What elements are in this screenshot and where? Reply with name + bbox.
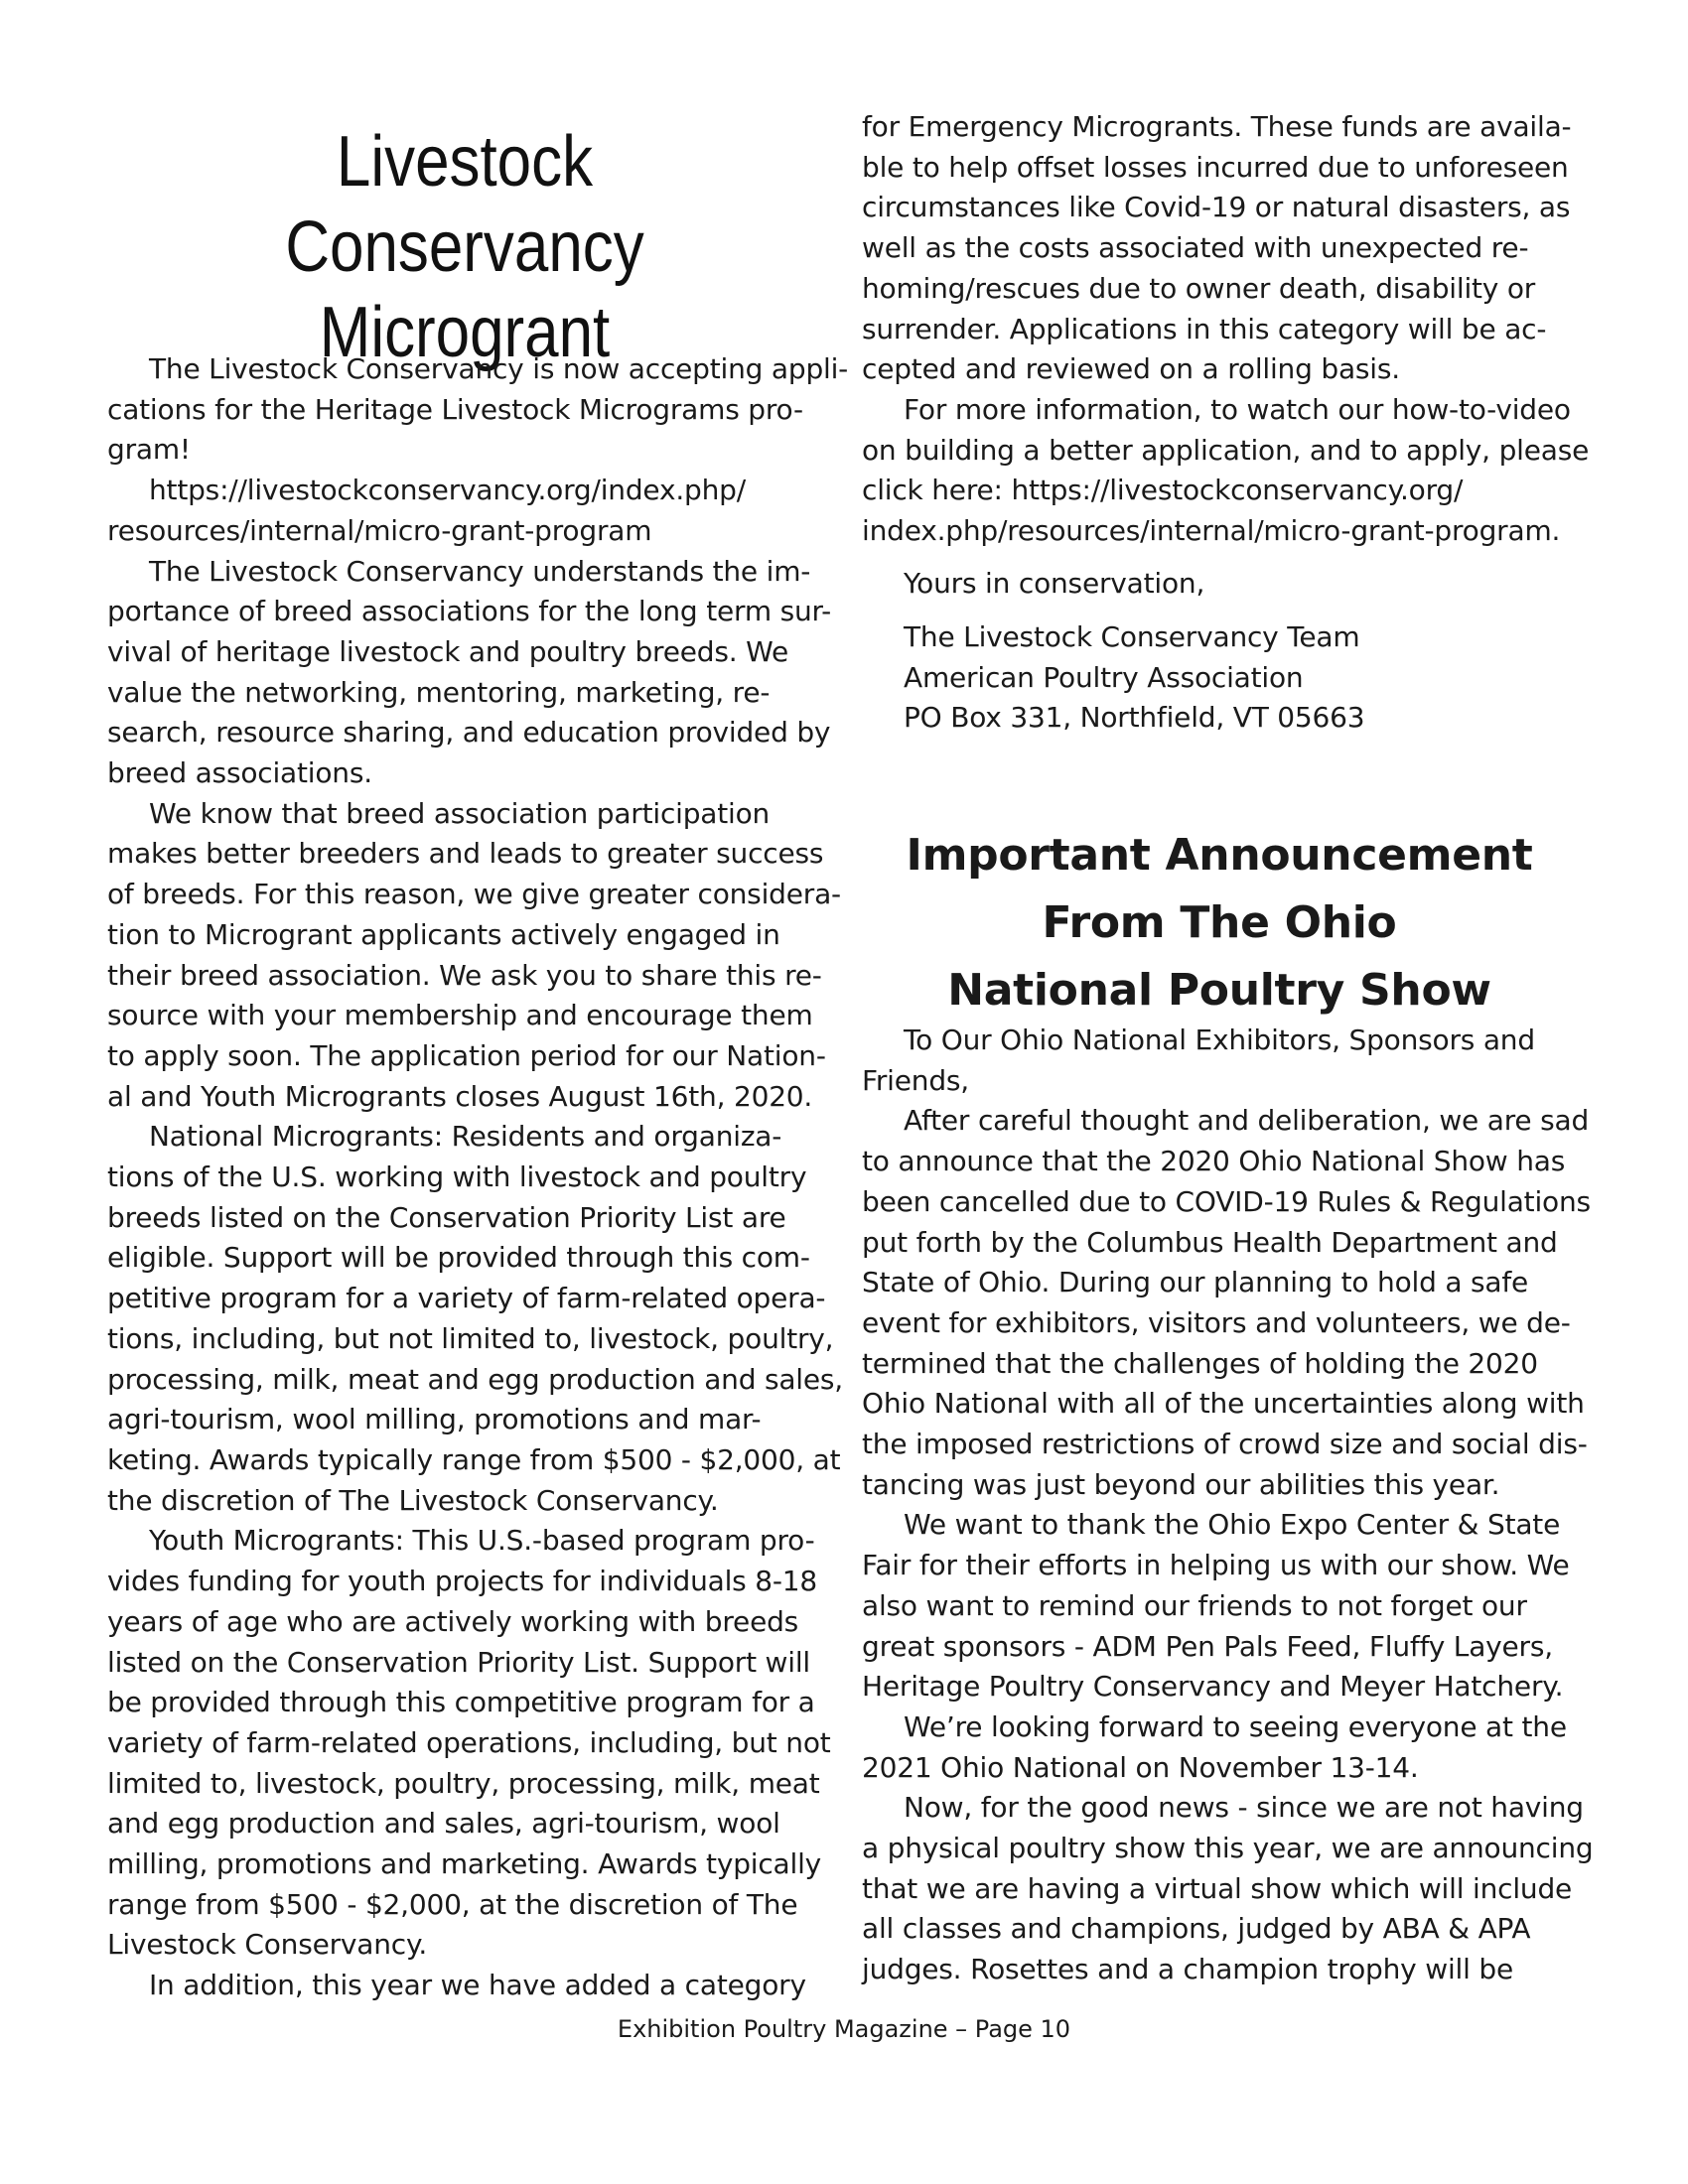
- text-line: the imposed restrictions of crowd size and social dis-: [862, 1428, 1588, 1461]
- text-line: tions of the U.S. working with livestock and poultry: [107, 1160, 807, 1194]
- page-footer: Exhibition Poultry Magazine – Page 10: [617, 2015, 1071, 2043]
- text-line: on building a better application, and to apply, please: [862, 433, 1590, 467]
- text-line: makes better breeders and leads to greater success: [107, 837, 824, 871]
- text-line: breeds listed on the Conservation Priority List are: [107, 1200, 786, 1234]
- title-line: National Poultry Show: [947, 965, 1491, 1016]
- text-line: vival of heritage livestock and poultry breeds. We: [107, 634, 789, 668]
- text-line: Ohio National with all of the uncertainties along with: [862, 1387, 1585, 1421]
- text-line: well as the costs associated with unexpected re-: [862, 231, 1529, 265]
- text-line: keting. Awards typically range from $500 - $2,000, at: [107, 1442, 841, 1476]
- text-line: their breed association. We ask you to share this re-: [107, 958, 822, 992]
- text-line: the discretion of The Livestock Conservancy.: [107, 1483, 719, 1517]
- text-line: click here: https://livestockconservancy.org/: [862, 474, 1464, 507]
- text-line: Livestock Conservancy.: [107, 1928, 428, 1962]
- text-line: to announce that the 2020 Ohio National Show has: [862, 1145, 1566, 1178]
- signature-line: PO Box 331, Northfield, VT 05663: [904, 701, 1365, 735]
- text-line: source with your membership and encourage them: [107, 999, 813, 1032]
- text-line: also want to remind our friends to not forget our: [862, 1588, 1527, 1622]
- signature-block: [904, 617, 1364, 739]
- text-line: ble to help offset losses incurred due to unforeseen: [862, 150, 1569, 184]
- announcement-title: [862, 822, 1577, 1024]
- signature-line: The Livestock Conservancy Team: [904, 620, 1360, 653]
- text-line: breed associations.: [107, 756, 372, 790]
- text-line: termined that the challenges of holding the 2020: [862, 1346, 1538, 1380]
- text-line: Friends,: [862, 1063, 969, 1097]
- text-line: all classes and champions, judged by ABA & APA: [862, 1912, 1531, 1946]
- text-line: event for exhibitors, visitors and volunteers, we de-: [862, 1305, 1571, 1339]
- text-line: Heritage Poultry Conservancy and Meyer Hatchery.: [862, 1670, 1564, 1704]
- text-line: https://livestockconservancy.org/index.php/: [149, 474, 746, 507]
- text-line: We want to thank the Ohio Expo Center & State: [904, 1508, 1561, 1542]
- text-line: eligible. Support will be provided through this com-: [107, 1241, 810, 1275]
- text-line: and egg production and sales, agri-tourism, wool: [107, 1807, 780, 1841]
- announcement-body: [862, 1021, 1594, 1990]
- text-line: milling, promotions and marketing. Awards typically: [107, 1847, 822, 1881]
- text-line: circumstances like Covid-19 or natural disasters, as: [862, 191, 1571, 224]
- text-line: surrender. Applications in this category will be ac-: [862, 312, 1547, 345]
- text-line: The Livestock Conservancy understands the im-: [149, 554, 811, 588]
- text-line: tancing was just beyond our abilities this year.: [862, 1467, 1500, 1501]
- title-line: Important Announcement: [906, 830, 1533, 881]
- text-line: that we are having a virtual show which will include: [862, 1871, 1573, 1905]
- microgrant-article-title: [157, 119, 772, 375]
- signoff-text: Yours in conservation,: [904, 567, 1205, 600]
- text-line: We know that breed association participation: [149, 796, 771, 830]
- text-line: listed on the Conservation Priority List. Support will: [107, 1645, 810, 1679]
- text-line: years of age who are actively working with breeds: [107, 1604, 799, 1638]
- text-line: gram!: [107, 433, 191, 467]
- text-line: For more information, to watch our how-to-video: [904, 392, 1571, 426]
- text-line: been cancelled due to COVID-19 Rules & Regulations: [862, 1184, 1591, 1218]
- title-line: From The Ohio: [1042, 897, 1397, 948]
- title-line: Livestock Conservancy: [285, 122, 644, 287]
- text-line: In addition, this year we have added a category: [149, 1969, 806, 2002]
- text-line: put forth by the Columbus Health Department and: [862, 1225, 1558, 1259]
- text-line: cations for the Heritage Livestock Micrograms pro-: [107, 392, 803, 426]
- text-line: portance of breed associations for the long term sur-: [107, 595, 831, 628]
- text-line: resources/internal/micro-grant-program: [107, 513, 652, 547]
- text-line: value the networking, mentoring, marketing, re-: [107, 675, 771, 709]
- text-line: for Emergency Microgrants. These funds are availa-: [862, 110, 1572, 143]
- title-line: Microgrant: [319, 293, 611, 372]
- text-line: to apply soon. The application period for our Nation-: [107, 1038, 826, 1072]
- text-line: The Livestock Conservancy is now accepting appli-: [149, 352, 849, 385]
- text-line: index.php/resources/internal/micro-grant-program.: [862, 514, 1561, 548]
- text-line: After careful thought and deliberation, we are sad: [904, 1104, 1590, 1138]
- text-line: tions, including, but not limited to, livestock, poultry,: [107, 1321, 834, 1355]
- signature-line: American Poultry Association: [904, 660, 1304, 694]
- microgrant-article-continued: [862, 107, 1590, 552]
- text-line: petitive program for a variety of farm-related opera-: [107, 1282, 826, 1315]
- text-line: 2021 Ohio National on November 13-14.: [862, 1750, 1419, 1784]
- text-line: To Our Ohio National Exhibitors, Sponsors and: [904, 1024, 1535, 1056]
- text-line: range from $500 - $2,000, at the discretion of The: [107, 1887, 798, 1921]
- text-line: judges. Rosettes and a champion trophy will be: [862, 1953, 1513, 1986]
- text-line: Fair for their efforts in helping us with our show. We: [862, 1549, 1570, 1582]
- text-line: Now, for the good news - since we are not having: [904, 1791, 1584, 1825]
- text-line: cepted and reviewed on a rolling basis.: [862, 352, 1400, 386]
- text-line: National Microgrants: Residents and organiza-: [149, 1120, 782, 1154]
- text-line: processing, milk, meat and egg production and sales,: [107, 1362, 844, 1396]
- text-line: al and Youth Microgrants closes August 16th, 2020.: [107, 1079, 813, 1113]
- text-line: State of Ohio. During our planning to hold a safe: [862, 1266, 1529, 1299]
- text-line: a physical poultry show this year, we are announcing: [862, 1832, 1594, 1865]
- text-line: great sponsors - ADM Pen Pals Feed, Fluffy Layers,: [862, 1629, 1553, 1663]
- text-line: We’re looking forward to seeing everyone at the: [904, 1709, 1567, 1743]
- text-line: variety of farm-related operations, including, but not: [107, 1725, 831, 1759]
- text-line: vides funding for youth projects for individuals 8-18: [107, 1565, 818, 1598]
- text-line: tion to Microgrant applicants actively engaged in: [107, 917, 780, 951]
- text-line: be provided through this competitive program for a: [107, 1686, 815, 1719]
- text-line: agri-tourism, wool milling, promotions and mar-: [107, 1403, 762, 1436]
- text-line: of breeds. For this reason, we give greater considera-: [107, 878, 841, 911]
- text-line: search, resource sharing, and education provided by: [107, 716, 831, 750]
- text-line: Youth Microgrants: This U.S.-based program pro-: [149, 1524, 815, 1558]
- signoff: [904, 564, 1204, 605]
- microgrant-article-body: [107, 349, 849, 2006]
- text-line: homing/rescues due to owner death, disability or: [862, 271, 1536, 305]
- text-line: limited to, livestock, poultry, processing, milk, meat: [107, 1766, 820, 1800]
